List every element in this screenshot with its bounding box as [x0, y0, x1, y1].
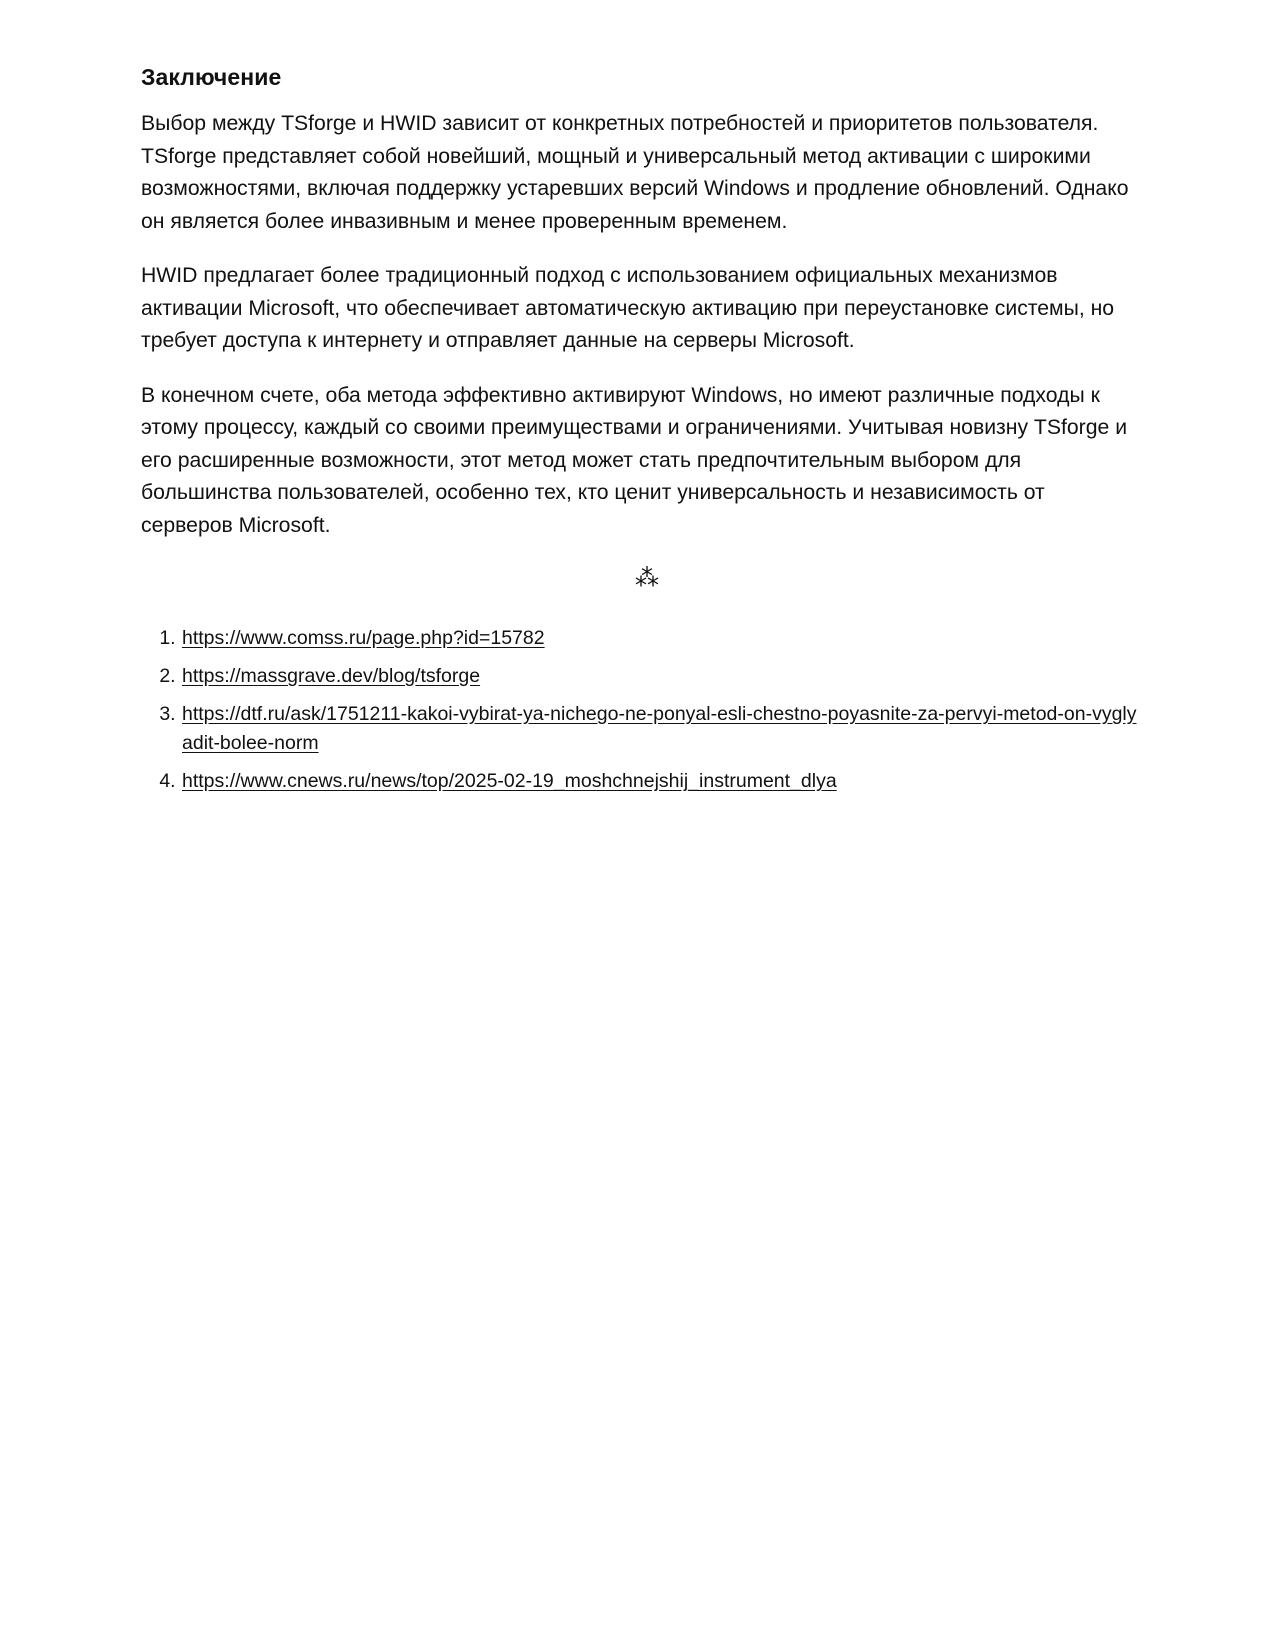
paragraph-3: В конечном счете, оба метода эффективно активируют Windows, но имеют различные подходы к этому процессу, каждый со своими преимуществами и ограничениями. Учитывая новизну TSforge и его расширенные возможности, этот метод может стать предпочтительным выбором для большинства пользователей, особенно тех, кто ценит универсальность и независимость от серверов Microsoft.	[141, 383, 1128, 537]
paragraph-2: HWID предлагает более традиционный подход с использованием официальных механизмов активации Microsoft, что обеспечивает автоматическую активацию при переустановке системы, но требует доступа к интернету и отправляет данные на серверы Microsoft.	[141, 264, 1115, 352]
asterism-icon: ⁂	[635, 565, 659, 592]
reference-link-3[interactable]: https://dtf.ru/ask/1751211-kakoi-vybirat-ya-nichego-ne-ponyal-esli-chestno-poyasnite-za-pervyi-metod-on-vyglyadit-bolee-norm	[182, 703, 1137, 754]
reference-link-1[interactable]: https://www.comss.ru/page.php?id=15782	[182, 627, 545, 649]
document-page	[141, 62, 1141, 805]
section-title: Заключение	[141, 64, 282, 90]
reference-item	[181, 624, 1141, 653]
asterism-separator	[141, 564, 1141, 608]
reference-item	[181, 700, 1141, 758]
reference-link-2[interactable]: https://massgrave.dev/blog/tsforge	[182, 665, 481, 687]
reference-item	[181, 662, 1141, 691]
reference-item	[181, 767, 1141, 796]
references-list	[141, 624, 1141, 796]
reference-link-4[interactable]: https://www.cnews.ru/news/top/2025-02-19_moshchnejshij_instrument_dlya	[182, 770, 837, 792]
paragraph-1: Выбор между TSforge и HWID зависит от конкретных потребностей и приоритетов пользователя. TSforge представляет собой новейший, мощный и универсальный метод активации с широкими возможностями, включая поддержку устаревших версий Windows и продление обновлений. Однако он является более инвазивным и менее проверенным временем.	[141, 112, 1129, 233]
